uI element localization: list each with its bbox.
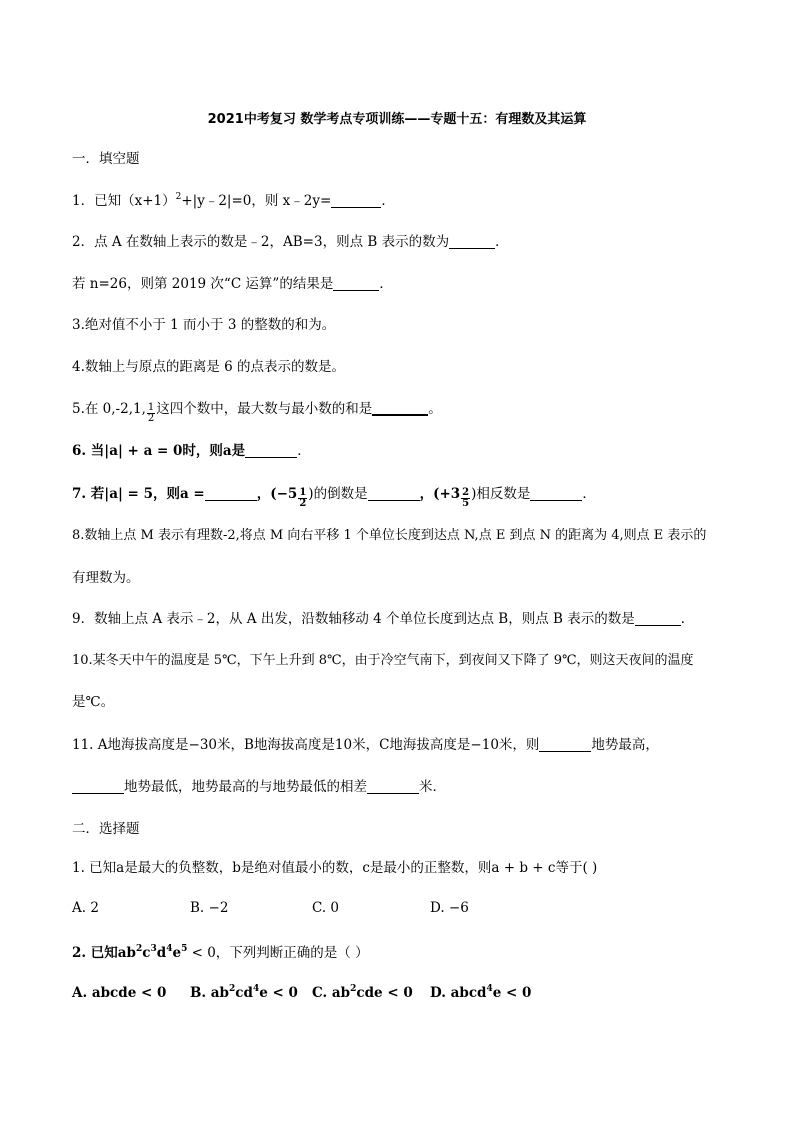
q9-text-a: 9．数轴上点 A 表示﹣2，从 A 出发，沿数轴移动 4 个单位长度到达点 B，则点 B 表示的数是 [72, 611, 635, 627]
c2-exp-2: 3 [150, 944, 157, 954]
section-heading-multiple-choice: 二．选择题 [72, 821, 140, 837]
choice-2-options [72, 984, 531, 1002]
q11-text-b: 地势最高， [591, 737, 659, 753]
q11-text-a: 11. A地海拔高度是−30米，B地海拔高度是10米，C地海拔高度是−10米，则 [72, 737, 540, 753]
q7-text-e: )相反数是 [471, 486, 531, 502]
fraction-denominator: 5 [462, 498, 470, 509]
c2-text-c: d [156, 945, 167, 961]
question-3: 3.绝对值不小于 1 而小于 3 的整数的和为。 [72, 317, 336, 333]
answer-blank[interactable] [635, 611, 681, 626]
option-d-text-2: e < 0 [492, 985, 532, 1001]
q2-text-a: 2．点 A 在数轴上表示的数是﹣2，AB=3，则点 B 表示的数为 [72, 234, 450, 250]
question-7 [72, 485, 596, 509]
question-4: 4.数轴上与原点的距离是 6 的点表示的数是。 [72, 359, 346, 375]
option-b-exp-2: 4 [252, 984, 260, 994]
question-10-line-2: 是℃。 [72, 694, 115, 710]
option-c[interactable] [312, 984, 430, 1002]
option-c-exp: 2 [350, 984, 357, 994]
q7-text-f: ． [582, 486, 596, 502]
option-b-exp-1: 2 [229, 984, 236, 994]
question-2b [72, 275, 393, 293]
q7-text-b: ，(−5 [256, 486, 298, 502]
choice-question-1: 1. 已知a是最大的负整数，b是绝对值最小的数，c是最小的正整数，则a + b + c等于( ) [72, 860, 598, 876]
answer-blank[interactable] [367, 779, 419, 794]
question-11-line-2 [72, 778, 446, 796]
q2b-text-a: 若 n=26，则第 2019 次“C 运算”的结果是 [72, 276, 334, 292]
c2-text-b: c [142, 945, 151, 961]
question-10-line-1: 10.某冬天中午的温度是 5℃，下午上升到 8℃，由于冷空气南下，到夜间又下降了 9℃，则这天夜间的温度 [72, 653, 694, 668]
q2b-text-b: ． [379, 276, 393, 292]
option-c-text-2: cde < 0 [356, 985, 413, 1001]
q11-text-c: 地势最低，地势最高的与地势最低的相差 [124, 779, 367, 795]
fraction-numerator: 1 [147, 402, 155, 413]
choice-1-options [72, 899, 469, 917]
fraction-two-fifths [461, 488, 470, 509]
question-8-line-2: 有理数为。 [72, 570, 140, 586]
c2-exp-3: 4 [166, 944, 173, 954]
q7-text-c: )的倒数是 [308, 486, 368, 502]
q1-text-c: ． [381, 193, 395, 209]
option-d-text: D. abcd [430, 985, 487, 1001]
option-b-text-3: e < 0 [259, 985, 298, 1001]
q1-text-a: 1．已知（x+1） [72, 193, 176, 209]
answer-blank[interactable] [530, 486, 582, 501]
q11-text-d: 米． [419, 779, 446, 795]
q2-text-b: ． [495, 234, 509, 250]
q6-text-b: ． [297, 443, 311, 459]
fraction-one-half [147, 403, 155, 424]
q5-text-a: 5.在 0,-2,1, [72, 401, 146, 417]
answer-blank[interactable] [72, 779, 124, 794]
option-d-exp: 4 [486, 984, 493, 994]
answer-blank[interactable] [368, 486, 420, 501]
option-a[interactable]: A. 2 [72, 900, 99, 916]
answer-blank[interactable] [539, 737, 591, 752]
q6-text-a: 6. 当|a| + a = 0时，则a是 [72, 443, 246, 459]
fraction-one-half [298, 488, 307, 509]
q7-text-d: ，(+3 [419, 486, 461, 502]
question-6 [72, 442, 311, 460]
question-2 [72, 233, 509, 251]
answer-blank[interactable] [449, 234, 495, 249]
c2-text-d: e [172, 945, 182, 961]
question-11-line-1 [72, 736, 659, 754]
option-b[interactable]: B. −2 [190, 900, 229, 916]
q9-text-b: ． [680, 611, 695, 627]
option-b[interactable] [190, 984, 312, 1002]
option-d[interactable]: D. −6 [430, 900, 469, 916]
fraction-numerator: 2 [462, 487, 470, 498]
option-b-text: B. ab [190, 985, 229, 1001]
fraction-denominator: 2 [147, 413, 155, 424]
q5-text-c: 。 [428, 401, 442, 417]
c2-text-a: 2. 已知ab [72, 945, 136, 961]
fraction-numerator: 1 [299, 487, 307, 498]
fraction-denominator: 2 [299, 498, 307, 509]
answer-blank[interactable] [333, 276, 379, 291]
section-heading-fill-blank: 一．填空题 [72, 151, 140, 167]
option-d[interactable] [430, 984, 531, 1002]
option-a[interactable]: A. abcde < 0 [72, 985, 167, 1001]
question-8-line-1: 8.数轴上点 M 表示有理数-2,将点 M 向右平移 1 个单位长度到达点 N,点 E 到点 N 的距离为 4,则点 E 表示的 [72, 528, 707, 543]
q5-text-b: 这四个数中，最大数与最小数的和是 [156, 401, 373, 417]
c2-exp-1: 2 [135, 944, 143, 954]
answer-blank[interactable] [205, 486, 257, 501]
q7-text-a: 7. 若|a| = 5，则a = [72, 486, 205, 502]
question-9 [72, 610, 694, 628]
option-c[interactable]: C. 0 [312, 900, 340, 916]
answer-blank[interactable] [372, 400, 428, 416]
c2-text-e: < 0，下列判断正确的是（ ） [187, 945, 369, 961]
choice-question-2 [72, 944, 369, 962]
c2-exp-4: 5 [181, 944, 188, 954]
answer-blank[interactable] [245, 443, 297, 458]
option-c-text: C. ab [312, 985, 351, 1001]
q1-exponent: 2 [175, 192, 182, 202]
q1-text-b: +|y﹣2|=0，则 x﹣2y= [181, 193, 332, 209]
page-title: 2021中考复习 数学考点专项训练——专题十五：有理数及其运算 [207, 112, 587, 127]
question-5 [72, 400, 442, 424]
question-1 [72, 192, 395, 210]
answer-blank[interactable] [331, 193, 381, 208]
option-b-text-2: cd [235, 985, 253, 1001]
